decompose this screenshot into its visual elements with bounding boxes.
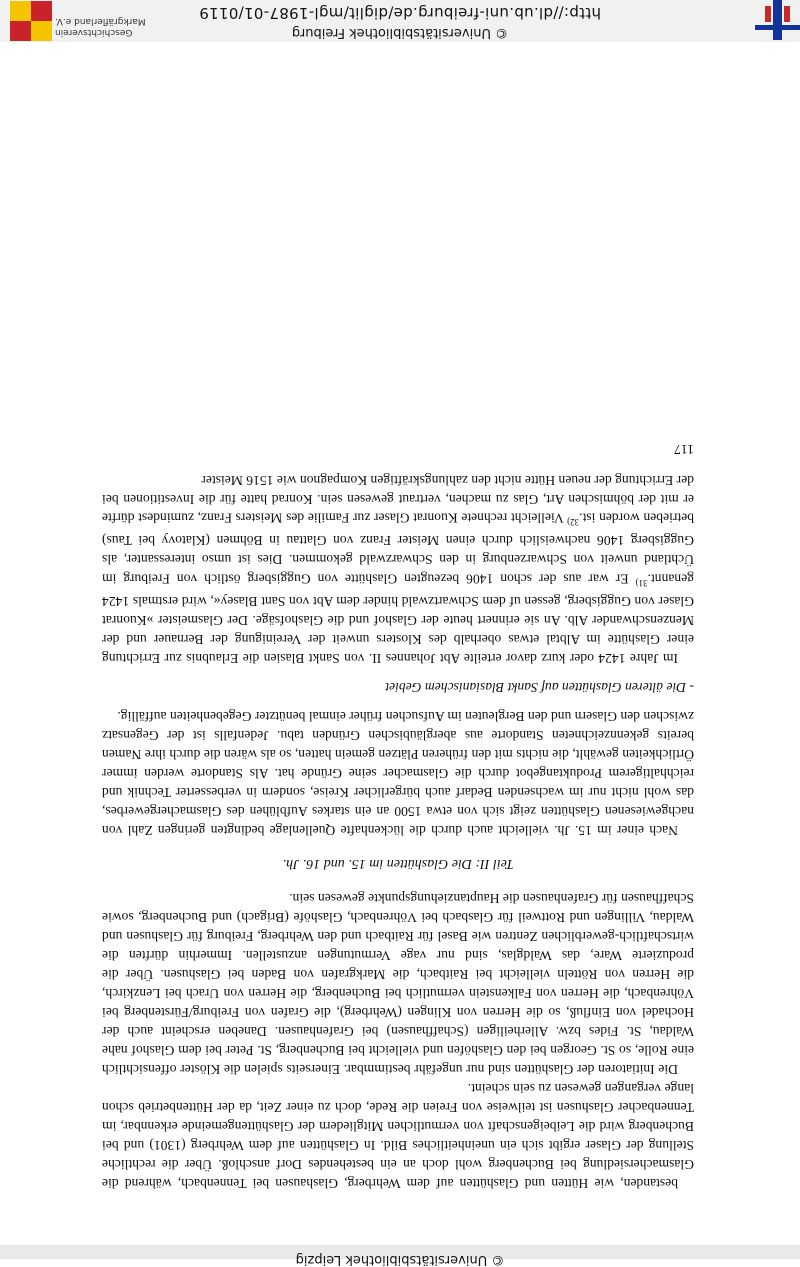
- paragraph-text: Im Jahre 1424 oder kurz davor erteilte Abt Johannes II. von Sankt Blasien die Erlaubnis zur Errichtung einer Glashütte im Albtal etwas oberhalb des Klosters unweit der Vereinigung der Bernauer und der Menzenschwander Alb. An sie erinnert heute der Glashof und die Glashofsäge. Der Glasmeister »Kuonrat Glaser von Guggisberg, gessen uf dem Schwartzwald hinder dem Abt von Sant Blasey«, wird erstmals 1424 genannt.: [102, 571, 694, 666]
- library-credit-fragment: © Universitätsbibliothek Leipzig: [295, 1252, 505, 1267]
- paragraph: bestanden, wie Hütten und Glashütten auf dem Wehrberg, Glashausen bei Tennenbach, während die Glasmachersiedlung bei Buchenberg wohl doch an ein bestehendes Dorf anschloß. Über die rechtliche Stellung der Glaser ergibt sich ein uneinheitliches Bild. In Glashütten auf dem Wehrberg (1301) und bei Buchenberg wird die Leibeigenschaft von vermutlichen Mitgliedern der Glashüttengemeinde erkennbar, im Tennenbacher Glashusen ist teilweise von Freien die Rede, doch zu einer Zeit, da der Hüttenbetrieb schon lange vergangen gewesen zu sein scheint.: [102, 1081, 694, 1191]
- section-heading: Teil II: Die Glashütten im 15. und 16. Jh.: [282, 856, 514, 871]
- geschichtsverein-logo-icon: [10, 1, 52, 41]
- header-bar-fragment: [0, 1245, 800, 1267]
- ub-freiburg-logo-icon: [755, 0, 800, 40]
- permalink-url[interactable]: http://dl.ub.uni-freiburg.de/diglit/mgl-1987-01/0119: [198, 4, 602, 22]
- footnote-ref: 32): [567, 517, 580, 528]
- footnote-ref: 31): [635, 578, 648, 588]
- paragraph: Die Initiatoren der Glashütten sind nur ungefähr bestimmbar. Einerseits spielen die Klöster offensichtlich eine Rolle, so St. Georgen bei den Glashöfen und vielleicht bei Buchenberg, St. Peter bei dem Glashof nahe Waldau, St. Fides bzw. Allerheiligen (Schaffhausen) bei Grafenhausen. Daneben erscheint auch der Hochadel von Einfluß, so die Herren von Klingen (Wehrberg), die Grafen von Freiburg/Fürstenberg bei Vöhrenbach, die Herren von Falkenstein vermutlich bei Buchenberg, die Herren von Urach bei Lenzkirch, die Herren von Rötteln vielleicht bei Raitbach, die Markgrafen von Baden bei Glashusen. Über die produzierte Ware, das Waldglas, sind nur vage Vermutungen anzustellen. Immerhin dürften die wirtschaftlich-gewerblichen Zentren wie Basel für Raitbach und den Wehrberg, Freiburg für Glashusen und Waldau, Villingen und Rottweil für Glasbach bei Vöhrenbach, Glashöfe (Brigach) und Buchenberg, sowie Schaffhausen für Grafenhausen die Hauptanziehungspunkte gewesen sein.: [102, 891, 694, 1077]
- page-number: 117: [674, 441, 694, 457]
- library-credit: © Universitätsbibliothek Freiburg: [291, 25, 509, 40]
- document-page: [102, 440, 694, 1193]
- paragraph-text: Er war aus der schon 1406 bezeugten Glashütte von Guggisberg östlich von Freiburg im Üchtland unweit von Schwarzenburg in den Schwarzwald gekommen. Dies ist umso interessanter, als Guggisberg 1406 nachweislich durch einen Meister Franz von Glattau in Böhmen (Klatovy bei Taus) betrieben worden ist.: [102, 510, 694, 587]
- verein-name: Geschichtsverein Markgräflerland e.V.: [55, 16, 146, 37]
- subsection-heading: - Die älteren Glashütten auf Sankt Blasianischem Gebiet: [385, 680, 694, 695]
- paragraph-text: Vielleicht rechnete Kuonrat Glaser zur Familie des Meisters Franz, zumindest dürfte er mit der böhmischen Art, Glas zu machen, vertraut gewesen sein. Konrad hatte für die Investitionen bei der Errichtung der neuen Hütte nicht den zahlungskräftigen Kompagnon wie 1516 Meister: [102, 472, 694, 526]
- paragraph: [102, 471, 694, 668]
- paragraph: Nach einer im 15. Jh. vielleicht auch durch die lückenhafte Quellenlage bedingten geringen Zahl von nachgewiesenen Glashütten zeigt sich von etwa 1500 an ein starkes Aufblühen des Glasmachergewerbes, das wohl nicht nur im wachsenden Bedarf auch bürgerlicher Kreise, sondern in verbesserter Technik und reichhaltigerem Produktangebot durch die Glasmacher seine Gründe hat. Als Standorte werden immer Örtlichkeiten gewählt, die nichts mit den früheren Plätzen gemein hatten, so als wären die durch ihre Namen bereits gekennzeichneten Standorte aus abergläubischen Gründen tabu. Jedenfalls ist der Gegensatz zwischen den Glasern und den Bergleuten im Aufsuchen früher einmal benützter Gegebenheiten auffällig.: [102, 709, 694, 838]
